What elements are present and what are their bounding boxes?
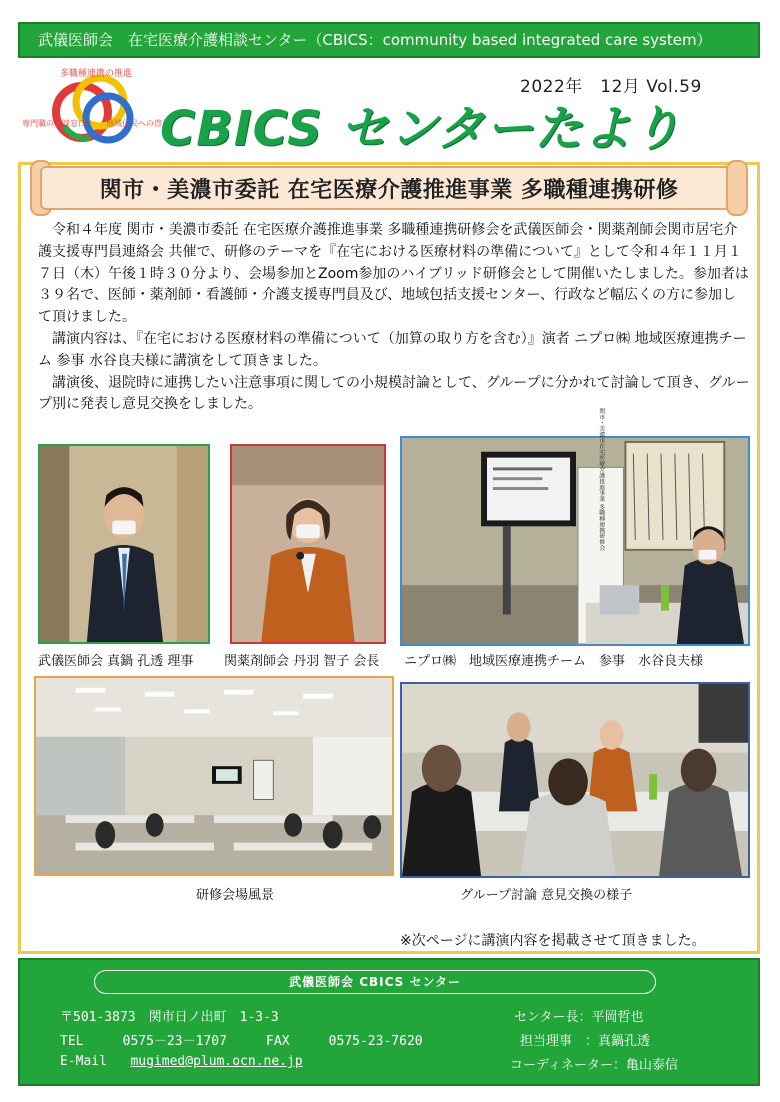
article-heading: 関市・美濃市委託 在宅医療介護推進事業 多職種連携研修: [99, 178, 679, 203]
article-body: [38, 220, 750, 416]
logo-text-left: 専門職の相談窓口: [22, 119, 86, 128]
center-chief: センター長：平岡哲也: [514, 1010, 644, 1025]
coordinator: コーディネーター：亀山泰信: [510, 1058, 678, 1073]
director: 担当理事 ：真鍋孔透: [520, 1034, 651, 1049]
tel-number: 0575－23－1707: [122, 1034, 227, 1049]
phone-fax: [60, 1030, 423, 1049]
center-name: 武儀医師会 CBICS センター: [94, 970, 656, 994]
footer-contact-box: [18, 958, 760, 1086]
cbics-logo: [22, 66, 170, 150]
logo-text-right: 地域住民への啓発: [106, 119, 170, 128]
photo-group-discussion: [400, 682, 750, 878]
tel-label: TEL: [60, 1034, 84, 1049]
photo-caption: 武儀医師会 真鍋 孔透 理事: [38, 654, 194, 669]
photo-caption: グループ討論 意見交換の様子: [460, 888, 633, 903]
event-sign-text: 関市・美濃市在宅医療介護推進事業 多職種連携研修会: [597, 407, 604, 551]
mail-label: E-Mail: [60, 1054, 107, 1069]
issue-date: 2022年 12月 Vol.59: [520, 77, 702, 97]
photo-caption: ニプロ㈱ 地域医療連携チーム 参事 水谷良夫様: [404, 654, 704, 669]
article-paragraph: 講演内容は、『在宅における医療材料の準備について（加算の取り方を含む）』演者 ニプロ㈱ 地域医療連携チーム 参事 水谷良夫様に講演をして頂きました。: [38, 330, 747, 369]
photo-lecturer-mizutani: [400, 407, 750, 646]
email-link[interactable]: mugimed@plum.ocn.ne.jp: [130, 1054, 303, 1069]
email: [60, 1054, 303, 1069]
photo-caption: 研修会場風景: [196, 888, 275, 903]
next-page-note: ※次ページに講演内容を掲載させて頂きました。: [400, 933, 706, 949]
fax-label: FAX: [266, 1034, 290, 1049]
article-paragraph: 令和４年度 関市・美濃市委託 在宅医療介護推進事業 多職種連携研修会を武儀医師会・関薬剤師会関市居宅介護支援専門員連絡会 共催で、研修のテーマを『在宅における医療材料の準備について』として令和４年１１月１７日（木）午後１時３０分より、会場参加とZoom参加のハイブリッド研修会として開催いたしました。参加者は３９名で、医師・薬剤師・看護師・介護支援専門員及び、地域包括支援センター、行政など幅広くの方に参加して頂けました。: [38, 222, 749, 326]
photo-seminar-room: [34, 676, 394, 876]
newsletter-title: CBICS センターたより: [160, 101, 682, 157]
header-banner: 武儀医師会 在宅医療介護相談センター（CBICS：community based integrated care system）: [18, 22, 760, 58]
photo-speaker-manabe: [38, 444, 210, 644]
article-heading-ribbon: [30, 166, 748, 210]
article-paragraph: 講演後、退院時に連携したい注意事項に関しての小規模討論として、グループに分かれて討論して頂き、グループ別に発表し意見交換をしました。: [38, 374, 750, 413]
photo-speaker-niwa: [230, 444, 386, 644]
photo-caption: 関薬剤師会 丹羽 智子 会長: [224, 654, 380, 669]
logo-text-top: 多職種連携の推進: [59, 69, 133, 79]
address: 〒501-3873 関市日ノ出町 1-3-3: [60, 1010, 279, 1025]
fax-number: 0575-23-7620: [328, 1034, 423, 1049]
